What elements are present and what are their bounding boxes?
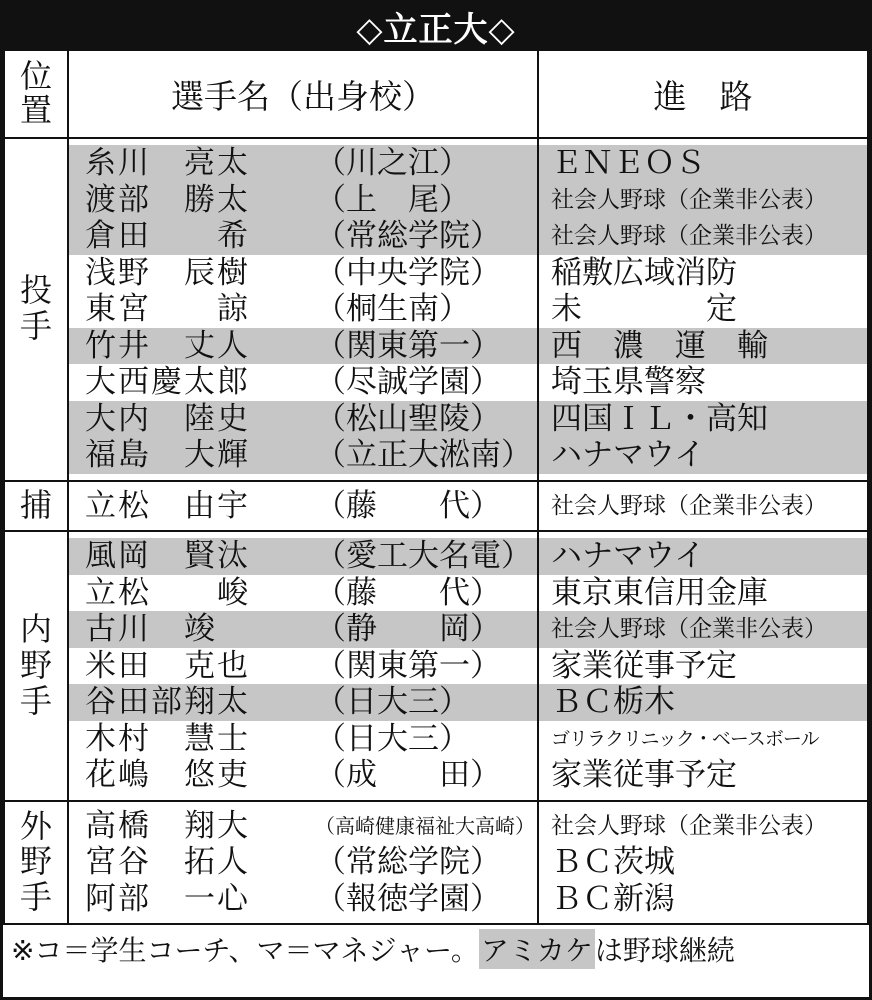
group-row <box>4 481 868 532</box>
footer-note <box>3 925 869 973</box>
player-name: 福島 大輝 <box>85 437 250 474</box>
player-school: （尽誠学園） <box>315 364 501 401</box>
player-name: 谷田部翔太 <box>85 684 250 721</box>
player-name: 倉田 希 <box>85 218 250 255</box>
destinations-cell <box>538 801 868 925</box>
player-name: 宮谷 拓人 <box>85 844 250 881</box>
destination: 未 定 <box>551 291 737 328</box>
player-row <box>69 437 537 474</box>
player-row <box>69 145 537 182</box>
player-row <box>69 488 537 525</box>
player-row <box>69 182 537 219</box>
footer-highlight: アミカケ <box>479 929 595 969</box>
player-school: （日大三） <box>315 720 470 757</box>
group-row <box>4 531 868 801</box>
player-name: 竹井 丈人 <box>85 327 250 364</box>
player-school: （藤 代） <box>315 574 501 611</box>
player-school: （関東第一） <box>315 327 501 364</box>
player-name: 立松 峻 <box>85 574 250 611</box>
destination: ハナマウイ <box>539 538 867 575</box>
player-school: （松山聖陵） <box>315 400 501 437</box>
player-school: （高崎健康福祉大高崎） <box>315 813 535 838</box>
player-name: 浅野 辰樹 <box>85 254 250 291</box>
destination: ＢＣ新潟 <box>551 880 675 917</box>
player-name: 木村 慧士 <box>85 720 250 757</box>
destinations-cell <box>538 531 868 801</box>
player-school: （報徳学園） <box>315 880 501 917</box>
player-name: 阿部 一心 <box>85 880 250 917</box>
player-name: 風岡 賢汰 <box>85 538 250 575</box>
player-names-cell <box>68 481 538 532</box>
player-row <box>69 721 537 758</box>
destination: ハナマウイ <box>539 437 867 474</box>
player-row <box>69 218 537 255</box>
position-label: 捕 <box>4 481 68 532</box>
player-school: （中央学院） <box>315 254 501 291</box>
player-row <box>69 611 537 648</box>
header-destination: 進 路 <box>538 50 868 138</box>
destination: ＥＮＥＯＳ <box>539 145 867 182</box>
player-school: （桐生南） <box>315 291 470 328</box>
player-school: （日大三） <box>315 684 470 721</box>
player-row <box>69 808 537 845</box>
destination: 家業従事予定 <box>551 647 737 684</box>
group-row <box>4 801 868 925</box>
player-school: （静 岡） <box>315 611 501 648</box>
player-name: 糸川 亮太 <box>85 145 250 182</box>
header-position: 位 置 <box>4 50 68 138</box>
destination: 稲敷広域消防 <box>551 254 737 291</box>
player-name: 渡部 勝太 <box>85 181 250 218</box>
destination: 社会人野球（企業非公表） <box>551 492 827 519</box>
roster-table <box>3 49 869 925</box>
destination: 社会人野球（企業非公表） <box>539 218 867 255</box>
player-row <box>69 648 537 685</box>
position-label: 投 手 <box>4 138 68 481</box>
player-name: 花嶋 悠吏 <box>85 757 250 794</box>
footer-suffix: は野球継続 <box>594 934 735 967</box>
player-school: （立正大淞南） <box>315 437 532 474</box>
player-row <box>69 364 537 401</box>
player-row <box>69 255 537 292</box>
player-row <box>69 881 537 918</box>
position-label: 内 野 手 <box>4 531 68 801</box>
player-row <box>69 328 537 365</box>
player-names-cell <box>68 801 538 925</box>
destination: 社会人野球（企業非公表） <box>539 182 867 219</box>
page-title: ◇立正大◇ <box>3 3 869 49</box>
destination: 家業従事予定 <box>551 757 737 794</box>
player-school: （常総学院） <box>315 218 501 255</box>
position-label: 外 野 手 <box>4 801 68 925</box>
destination: 埼玉県警察 <box>551 364 706 401</box>
player-name: 古川 竣 <box>85 611 217 648</box>
destination: 社会人野球（企業非公表） <box>551 812 827 839</box>
player-school: （関東第一） <box>315 647 501 684</box>
destination: ＢＣ茨城 <box>551 844 675 881</box>
player-row <box>69 538 537 575</box>
player-row <box>69 401 537 438</box>
destinations-cell <box>538 138 868 481</box>
destination: 四国ＩＬ・高知 <box>539 401 867 438</box>
player-school: （愛工大名電） <box>315 538 532 575</box>
destination: 社会人野球（企業非公表） <box>539 611 867 648</box>
player-school: （成 田） <box>315 757 501 794</box>
player-row <box>69 684 537 721</box>
player-name: 大内 陸史 <box>85 400 250 437</box>
player-name: 高橋 翔大 <box>85 807 250 844</box>
player-name: 東宮 諒 <box>85 291 250 328</box>
destination: 東京東信用金庫 <box>551 574 768 611</box>
destination: 西 濃 運 輸 <box>539 328 867 365</box>
group-row <box>4 138 868 481</box>
player-school: （常総学院） <box>315 844 501 881</box>
player-row <box>69 757 537 794</box>
header-name: 選手名（出身校） <box>68 50 538 138</box>
player-name: 米田 克也 <box>85 647 250 684</box>
destinations-cell <box>538 481 868 532</box>
footer-prefix: ※コ＝学生コーチ、マ＝マネジャー。 <box>11 934 479 967</box>
player-school: （藤 代） <box>315 487 501 524</box>
player-row <box>69 291 537 328</box>
destination: ゴリラクリニック・ベースボール <box>551 727 819 750</box>
player-row <box>69 575 537 612</box>
player-school: （上 尾） <box>315 181 470 218</box>
player-row <box>69 844 537 881</box>
player-name: 大西慶太郎 <box>85 364 250 401</box>
destination: ＢＣ栃木 <box>539 684 867 721</box>
player-school: （川之江） <box>315 145 470 182</box>
player-name: 立松 由宇 <box>85 487 250 524</box>
player-names-cell <box>68 531 538 801</box>
player-names-cell <box>68 138 538 481</box>
